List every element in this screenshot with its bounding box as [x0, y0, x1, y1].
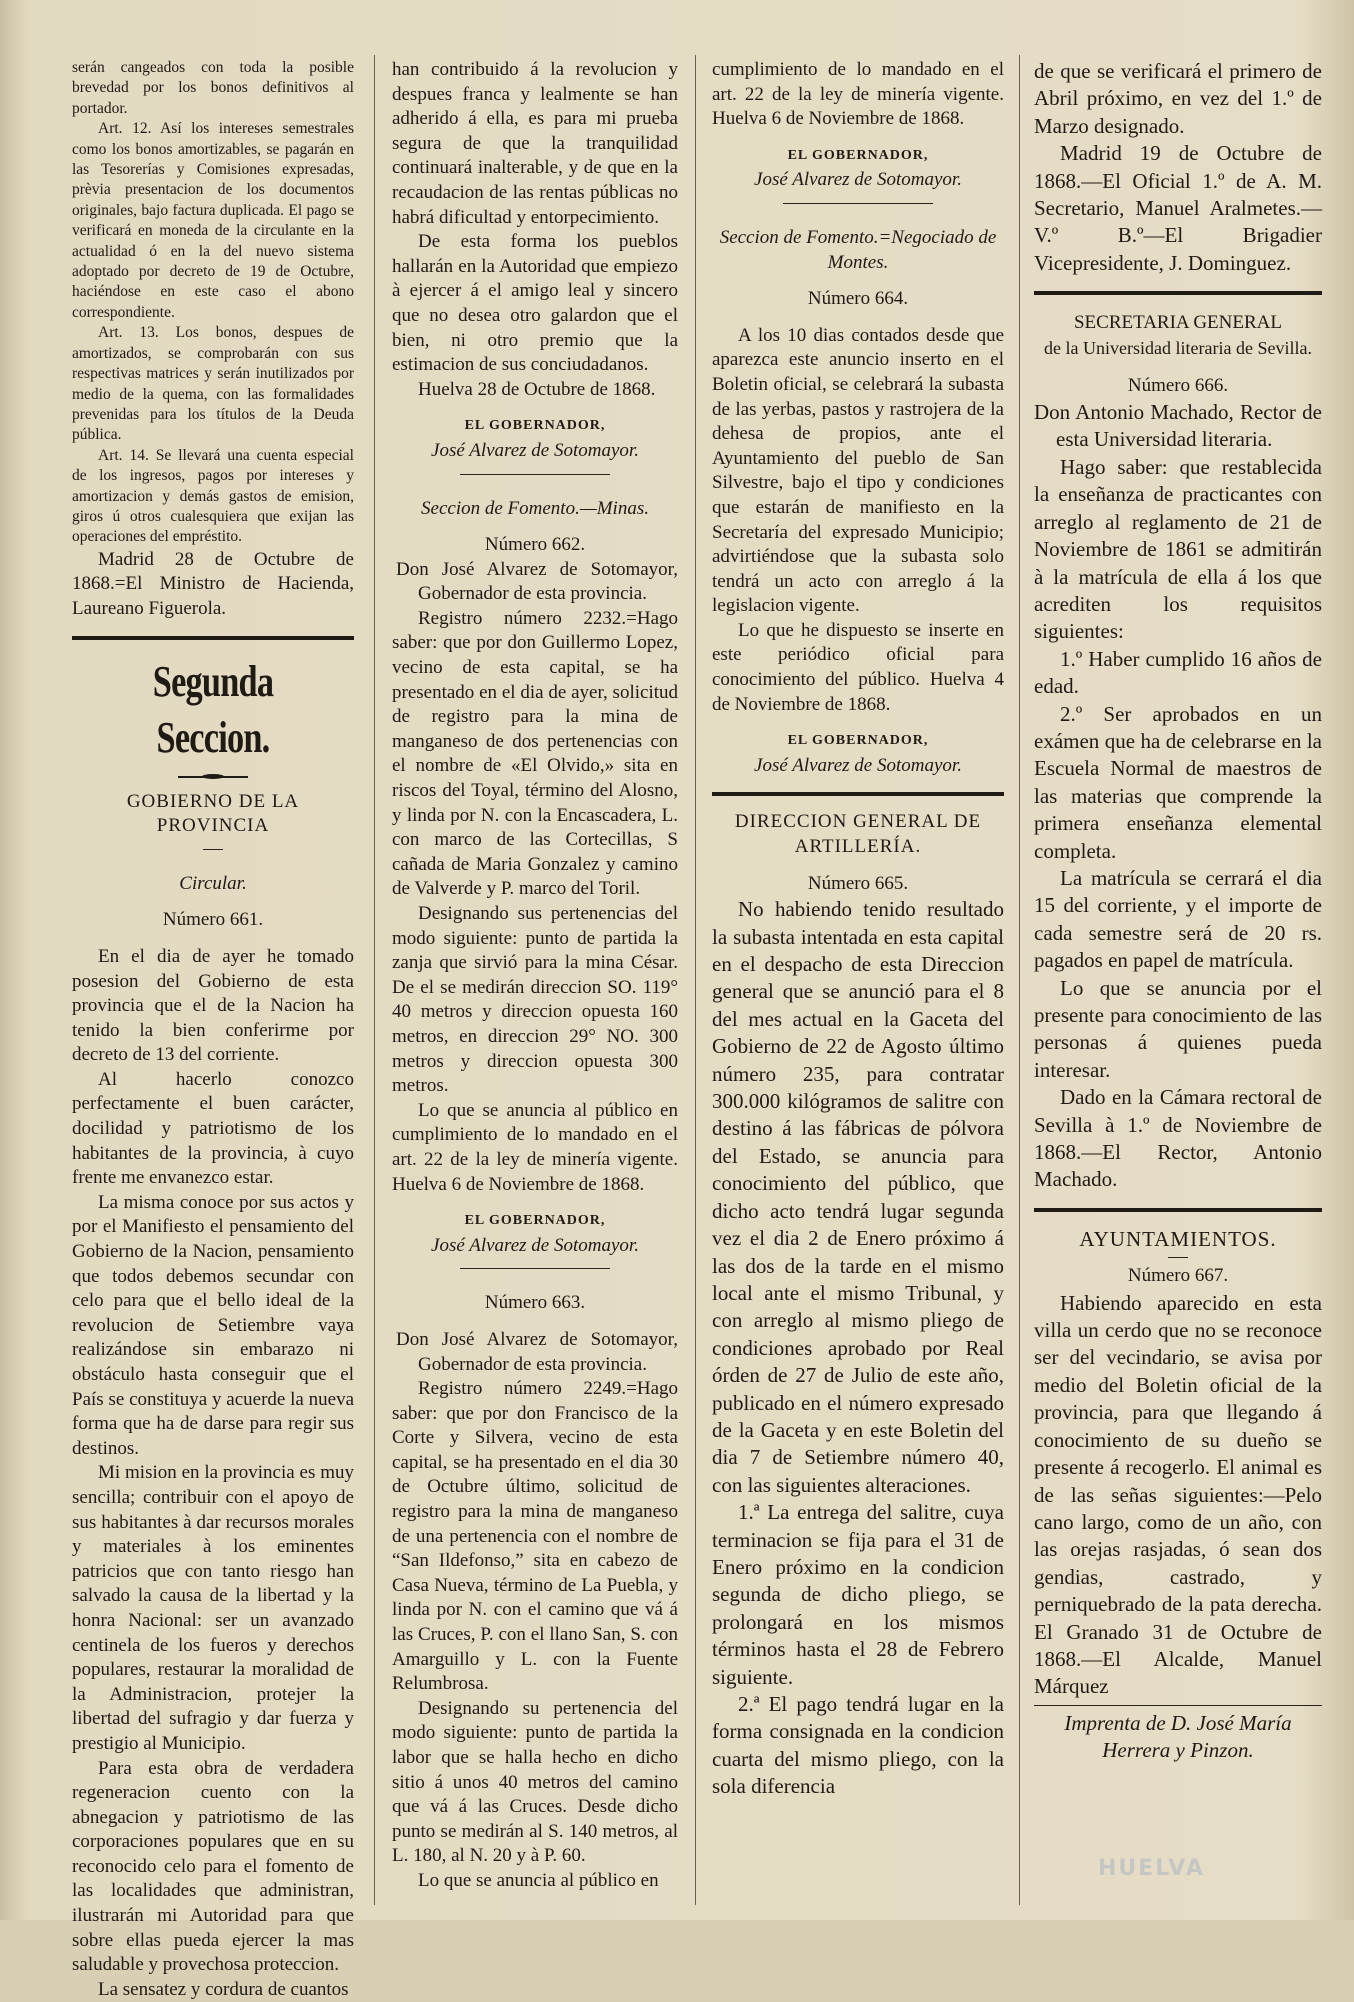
paragraph: Registro número 2249.=Hago saber: que por don Francisco de la Corte y Silvera, vecino de esta capital, se ha presentado en el dia 30 de Octubre último, solicitud de registro para la mina de manganeso de una pertenencia con el nombre de “San Ildefonso,” sita en cabezo de Casa Nueva, término de La Puebla, y linda por N. con el camino que vá á las Cruces, P. con el llano San, S. con Amarguillo y L. con la Fuente Relumbrosa. [392, 1378, 678, 1695]
paragraph: Designando su pertenencia del modo siguiente: punto de partida la labor que se halla hecho en dicho sitio á unos 40 metros del camino que vá á las Cruces. Desde dicho punto se medirán al S. 140 metros, al L. 180, al N. 20 y à P. 60. [392, 1697, 678, 1867]
notice-number: Número 666. [1127, 374, 1229, 396]
paragraph: de que se verificará el primero de Abril próximo, en vez del 1.º de Marzo designado. [1034, 59, 1322, 138]
notice-number: Número 661. [162, 909, 264, 931]
paragraph: De esta forma los pueblos hallarán en la Autoridad que empiezo à ejercer á el amigo leal y sincero que no desea otro galardon que el bien, ni otro premio que la estimacion de sus conciudadanos. [392, 231, 678, 376]
column-3 [712, 58, 1004, 1801]
notice-number: Número 665. [807, 872, 909, 894]
article-13: Art. 13. Los bonos, despues de amortizados, se comprobarán con sus respectivas matrices y serán inutilizados por medio de la quema, con las formalidades prevenidas para los títulos de la Deuda pública. [72, 324, 354, 444]
paragraph: Al hacerlo conozco perfectamente el buen carácter, docilidad y patriotismo de los habitantes de la provincia, à cuyo frente me envanezco estar. [72, 1068, 354, 1189]
column-4 [1034, 58, 1322, 1765]
signature-name: José Alvarez de Sotomayor. [754, 754, 962, 776]
paragraph: Habiendo aparecido en esta villa un cerdo que no se reconoce ser del vecindario, se avisa por medio del Boletin oficial de la provincia, para que llegando á conocimiento de su dueño se presente á recogerlo. El animal es de las señas siguientes:—Pelo cano largo, como de un año, con las orejas rasjadas, ó sean dos gendias, castrado, y perniquebrado de la pata derecha. El Granado 31 de Octubre de 1868.—El Alcalde, Manuel Márquez [1034, 1290, 1322, 1699]
paragraph: Madrid 19 de Octubre de 1868.—El Oficial 1.º de A. M. Secretario, Manuel Aralmetes.—V.º B.º—El Brigadier Vicepresidente, J. Dominguez. [1034, 141, 1322, 275]
column-1 [72, 58, 354, 2002]
short-rule [460, 1268, 610, 1269]
paragraph: La misma conoce por sus actos y por el Manifiesto el pensamiento del Gobierno de la Nacion, pensamiento que todos debemos secundar con celo para que el bello ideal de la revolucion de Setiembre vaya realizándose sin embarazo ni obstáculo hasta conseguir que el País se constituya y acuerde la nueva forma que ha de darse para regir sus destinos. [72, 1191, 354, 1459]
paragraph: Registro número 2232.=Hago saber: que por don Guillermo Lopez, vecino de esta capital, se ha presentado en el dia de ayer, solicitud de registro para la mina de manganeso de dos pertenencias con el nombre de «El Olvido,» sita en riscos del Toyal, término del Alosno, y linda por N. con la Encascadera, L. con marco de las Cortecillas, S cañada de Maria Gonzalez y camino de Valverde y P. marco del Toril. [392, 607, 678, 900]
paragraph: Dado en la Cámara rectoral de Sevilla à 1.º de Noviembre de 1868.—El Rector, Antonio Machado. [1034, 1085, 1322, 1192]
paragraph: No habiendo tenido resultado la subasta intentada en esta capital en el despacho de esta Direccion general que se anunció para el 8 del mes actual en la Gaceta del Gobierno de 22 de Agosto último número 235, para contratar 300.000 kilógramos de salitre con destino á las fábricas de pólvora del Estado, se anuncia para conocimiento del público, que dicho acto tendrá lugar segunda vez el dia 2 de Enero próximo á las dos de la tarde en el mismo local ante el mismo Tribunal, y con arreglo al mismo pliego de condiciones aprobado por Real órden de 27 de Julio de este año, publicado en el número expresado de la Gaceta y en este Boletin del dia 7 de Setiembre número 40, con las siguientes alteraciones. [712, 897, 1004, 1497]
paragraph: cumplimiento de lo mandado en el art. 22 de la ley de minería vigente. Huelva 6 de Noviembre de 1868. [712, 59, 1004, 130]
secretaria-heading: SECRETARIA GENERAL [1073, 312, 1282, 334]
paragraph: Lo que se anuncia al público en [418, 1869, 659, 1891]
paragraph: serán cangeados con toda la posible brevedad por los bonos definitivos al portador. [72, 59, 354, 117]
circular-heading: Circular. [179, 872, 247, 894]
column-divider [1019, 55, 1020, 1905]
paragraph: Hago saber: que restablecida la enseñanza de practicantes con arreglo al reglamento de 21 de Noviembre de 1861 se admitirán à la matrícula de ella á los que acrediten los requisitos siguientes: [1034, 454, 1322, 644]
decree-articles [72, 58, 354, 548]
signature-name: José Alvarez de Sotomayor. [431, 1234, 639, 1256]
short-rule [203, 849, 223, 850]
section-divider [1034, 291, 1322, 295]
paragraph: han contribuido á la revolucion y despues franca y lealmente se han adherido á ella, es para mi prueba segura de que la tranquilidad continuará inalterable, y de que en la recaudacion de las rentas públicas no habrá dificultad y entorpecimiento. [392, 59, 678, 228]
notice-number: Número 664. [807, 288, 909, 310]
official-name: Don José Alvarez de Sotomayor, Gobernador de esta provincia. [396, 558, 678, 605]
paragraph: La sensatez y cordura de cuantos [98, 1978, 349, 2000]
signature-label: EL GOBERNADOR, [464, 1213, 606, 1229]
paragraph: 2.º Ser aprobados en un exámen que ha de celebrarse en la Escuela Normal de maestros de las materias que comprende la primera enseñanza elemental completa. [1034, 701, 1322, 863]
notice-number: Número 663. [484, 1292, 586, 1314]
column-2 [392, 58, 678, 1894]
signature-label: EL GOBERNADOR, [787, 147, 929, 163]
short-rule [783, 203, 933, 204]
notice-number: Número 667. [1127, 1265, 1229, 1287]
direccion-heading: DIRECCION GENERAL DE ARTILLERÍA. [734, 811, 982, 858]
column-divider [374, 55, 375, 1905]
section-divider [712, 792, 1004, 796]
watermark: HUELVA [1098, 1856, 1205, 1881]
signature-label: EL GOBERNADOR, [464, 418, 606, 434]
article-12: Art. 12. Así los intereses semestrales como los bonos amortizables, se pagarán en las Tesorerías y Comisiones expresadas, prèvia presentacion de los documentos originales, bajo factura duplicada. El pago se verificará en moneda de la circulante en la actualidad ó en la del nuevo sistema adoptado por decreto de 19 de Octubre, haciéndose en este caso el abono correspondiente. [72, 120, 354, 321]
section-divider [1034, 1208, 1322, 1212]
decree-signature: Madrid 28 de Octubre de 1868.=El Ministro de Hacienda, Laureano Figuerola. [72, 548, 354, 619]
short-rule [1168, 1257, 1188, 1258]
signature-name: José Alvarez de Sotomayor. [431, 439, 639, 461]
date-line: Huelva 28 de Octubre de 1868. [418, 378, 656, 400]
short-rule [1034, 1705, 1322, 1706]
paragraph: Lo que se anuncia al público en cumplimiento de lo mandado en el art. 22 de la ley de minería vigente. Huelva 6 de Noviembre de 1868. [392, 1099, 678, 1195]
section-subheading: Seccion de Fomento.=Negociado de Montes. [719, 226, 997, 273]
section-title: Segunda Seccion. [152, 656, 274, 762]
printer-credit: Imprenta de D. José María Herrera y Pinzon. [1064, 1710, 1292, 1763]
gobierno-heading: GOBIERNO DE LA PROVINCIA [126, 790, 300, 837]
column-divider [695, 55, 696, 1905]
paragraph: En el dia de ayer he tomado posesion del Gobierno de esta provincia que el de la Nacion ha tenido la bien conferirme por decreto de 13 del corriente. [72, 945, 354, 1066]
paragraph: Designando sus pertenencias del modo siguiente: punto de partida la zanja que sirvió para la mina César. De el se medirán direccion SO. 119° 40 metros y direccion opuesta 160 metros, en direccion 29° NO. 300 metros y direccion opuesta 300 metros. [392, 903, 678, 1097]
secretaria-subheading: de la Universidad literaria de Sevilla. [1044, 337, 1312, 358]
ornament [178, 774, 248, 780]
short-rule [460, 474, 610, 475]
paragraph: Para esta obra de verdadera regeneracion cuento con la abnegacion y patriotismo de las corporaciones populares que en su reconocido celo para el fomento de las localidades que administran, ilustrarán mi Autoridad para que sobre ellas pueda ejercer la mas saludable y provechosa proteccion. [72, 1757, 354, 1976]
section-divider [72, 636, 354, 640]
section-subheading: Seccion de Fomento.—Minas. [421, 497, 649, 519]
signature-label: EL GOBERNADOR, [787, 733, 929, 749]
paragraph: 1.º Haber cumplido 16 años de edad. [1034, 646, 1322, 699]
paragraph: Lo que se anuncia por el presente para conocimiento de las personas á quienes pueda interesar. [1034, 975, 1322, 1082]
official-name: Don José Alvarez de Sotomayor, Gobernador de esta provincia. [396, 1328, 678, 1375]
official-name: Don Antonio Machado, Rector de esta Universidad literaria. [1034, 400, 1322, 452]
paragraph: 1.ª La entrega del salitre, cuya terminacion se fija para el 31 de Enero próximo en la condicion segunda de dicho pliego, se prolongará en los mismos términos hasta el 28 de Febrero siguiente. [712, 1500, 1004, 1689]
signature-name: José Alvarez de Sotomayor. [754, 169, 962, 191]
paragraph: Mi mision en la provincia es muy sencilla; contribuir con el apoyo de sus habitantes à dar recursos morales y materiales à los eminentes patricios que con tanto riesgo han salvado la causa de la libertad y la honra Nacional: ser un avanzado centinela de los fueros y derechos populares, restaurar la moralidad de la Administracion, protejer la libertad del sufragio y dar fuerza y prestigio al Municipio. [72, 1462, 354, 1754]
ayuntamientos-heading: AYUNTAMIENTOS. [1079, 1226, 1277, 1251]
paragraph: La matrícula se cerrará el dia 15 del corriente, y el importe de cada semestre será de 20 rs. pagados en papel de matrícula. [1034, 865, 1322, 973]
notice-number: Número 662. [484, 534, 586, 556]
paragraph: A los 10 dias contados desde que aparezca este anuncio inserto en el Boletin oficial, se celebrará la subasta de las yerbas, pastos y rastrojera de la dehesa de propios, ante el Ayuntamiento del pueblo de San Silvestre, bajo el tipo y condiciones que estarán de manifiesto en la Secretaría del expresado Municipio; advirtiéndose que la subasta solo tendrá un acto con arreglo á la legislacion vigente. [712, 324, 1004, 617]
paragraph: Lo que he dispuesto se inserte en este periódico oficial para conocimiento del público. Huelva 4 de Noviembre de 1868. [712, 619, 1004, 715]
paragraph: 2.ª El pago tendrá lugar en la forma consignada en la condicion cuarta del mismo pliego, con la sola diferencia [712, 1692, 1004, 1799]
article-14: Art. 14. Se llevará una cuenta especial de los ingresos, pagos por intereses y amortizacion y demás gastos de emision, giros ú otros cualesquiera que exijan las operaciones del empréstito. [72, 446, 354, 546]
